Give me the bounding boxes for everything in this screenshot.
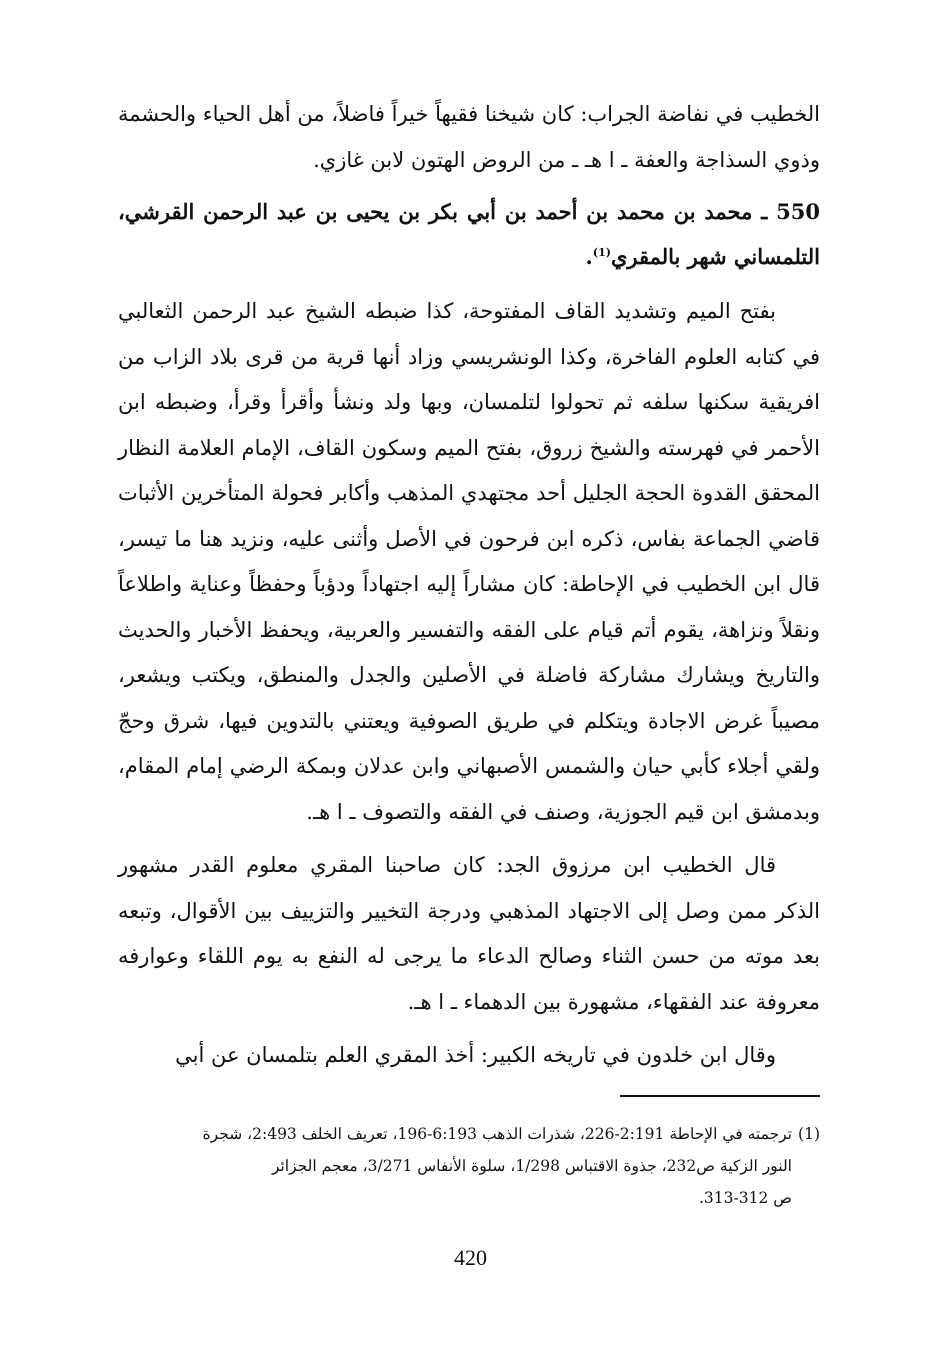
footnotes (118, 1118, 820, 1214)
footnote-text-1: ترجمته في الإحاطة 2:191-226، شذرات الذهب 6:193-196، تعريف الخلف 2:493، شجرة (202, 1125, 792, 1143)
main-text (118, 92, 820, 1079)
footnote-reference[interactable]: (1) (592, 246, 611, 259)
entry-dash: ـ (752, 199, 777, 224)
entry-end: . (585, 244, 593, 269)
continuation-paragraph: الخطيب في نفاضة الجراب: كان شيخنا فقيهاً خيراً فاضلاً، من أهل الحياء والحشمة وذوي السذاجة والعفة ـ ا هـ ـ من الروض الهتون لابن غازي. (118, 102, 820, 172)
footnote-line-3: ص 312-313. (698, 1189, 792, 1207)
entry-number: 550 (776, 199, 821, 224)
page-number: 420 (454, 1245, 487, 1270)
footnote-separator (620, 1095, 820, 1097)
footnote-line-2: النور الزكية ص232، جذوة الاقتباس 1/298، سلوة الأنفاس 3/271، معجم الجزائر (271, 1157, 792, 1175)
paragraph-nisba: بفتح الميم وتشديد القاف المفتوحة، كذا ضبطه الشيخ عبد الرحمن الثعالبي في كتابه العلوم الفاخرة، وكذا الونشريسي وزاد أنها قرية من قرى بلاد الزاب من افريقية سكنها سلفه ثم تحولوا لتلمسان، وبها ولد ونشأ وأقرأ وقرأ، وضبطه ابن الأحمر في فهرسته والشيخ زروق، بفتح الميم وسكون القاف، الإمام العلامة النظار المحقق القدوة الحجة الجليل أحد مجتهدي المذهب وأكابر فحولة المتأخرين الأثبات قاضي الجماعة بفاس، ذكره ابن فرحون في الأصل وأثنى عليه، ونزيد هنا ما تيسر، قال ابن الخطيب في الإحاطة: كان مشاراً إليه اجتهاداً ودؤباً وحفظاً وعناية واطلاعاً ونقلاً ونزاهة، يقوم أتم قيام على الفقه والتفسير والعربية، ويحفظ الأخبار والحديث والتاريخ ويشارك مشاركة فاضلة في الأصلين والجدل والمنطق، ويكتب ويشعر، مصيباً غرض الاجادة ويتكلم في طريق الصوفية ويعتني بالتدوين فيها، شرق وحجّ ولقي أجلاء كأبي حيان والشمس الأصبهاني وابن عدلان وبمكة الرضي إمام المقام، وبدمشق ابن قيم الجوزية، وصنف في الفقه والتصوف ـ ا هـ. (118, 299, 820, 824)
paragraph-ibn-marzuq: قال الخطيب ابن مرزوق الجد: كان صاحبنا المقري معلوم القدر مشهور الذكر ممن وصل إلى الاجتهاد المذهبي ودرجة التخيير والتزييف بين الأقوال، وتبعه بعد موته من حسن الثناء وصالح الدعاء ما يرجى له النفع به يوم اللقاء وعوارفه معروفة عند الفقهاء، مشهورة بين الدهماء ـ ا هـ. (118, 853, 820, 1014)
biography-entry-heading (118, 189, 820, 279)
footnote-number: (1) (798, 1125, 820, 1143)
footnote-line-1 (118, 1118, 820, 1150)
paragraph-ibn-khaldun: وقال ابن خلدون في تاريخه الكبير: أخذ المقري العلم بتلمسان عن أبي (175, 1043, 776, 1067)
entry-name: محمد بن محمد بن أحمد بن أبي بكر بن يحيى بن عبد الرحمن القرشي، التلمساني شهر بالمقري (118, 199, 820, 269)
